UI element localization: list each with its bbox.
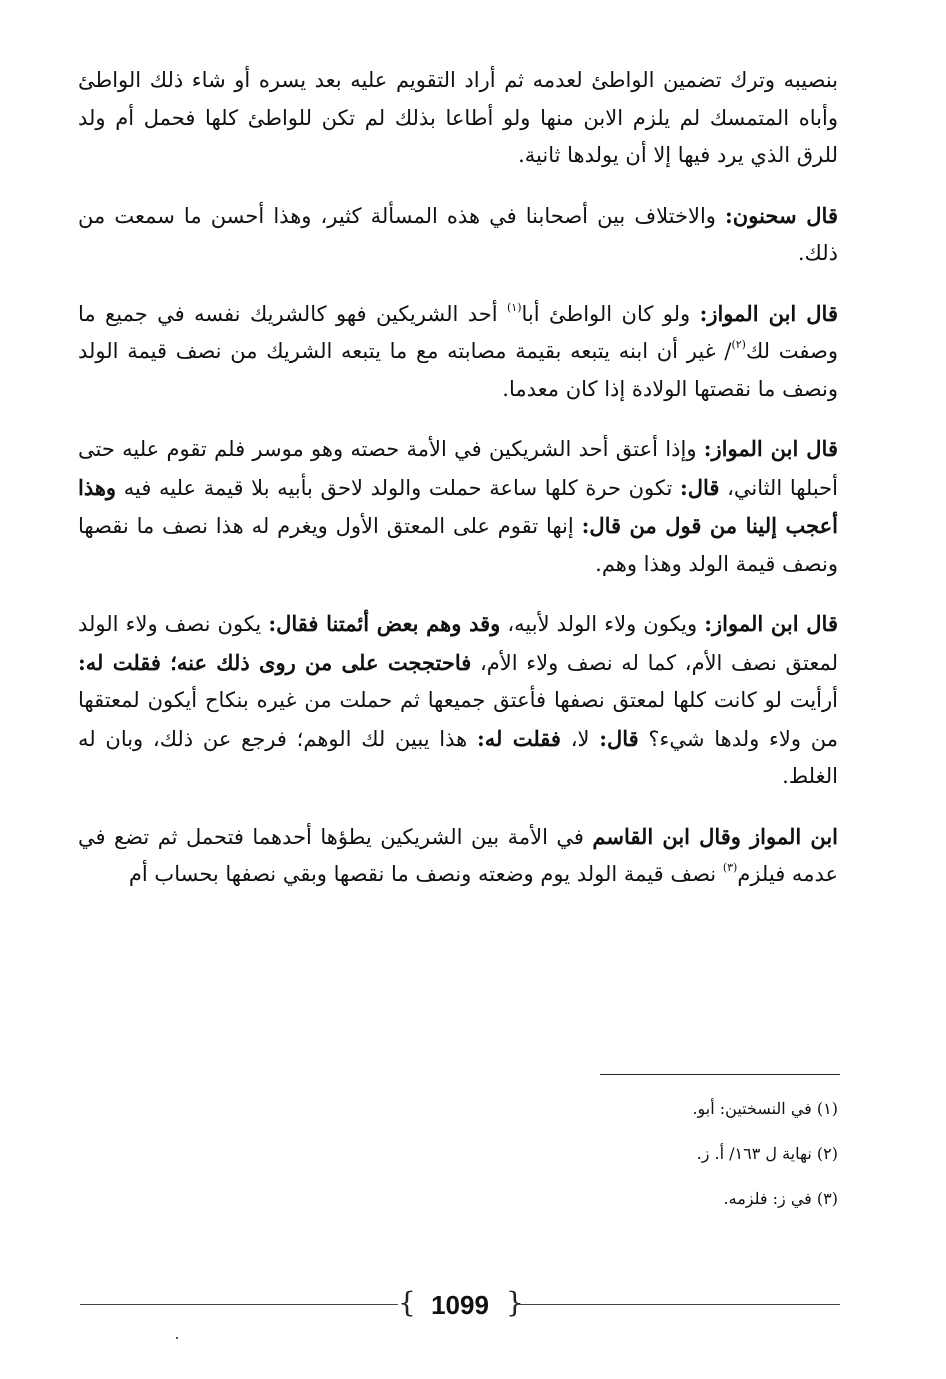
paragraph <box>78 62 838 175</box>
speaker-label: قال سحنون: <box>725 202 838 228</box>
folio-rule-left <box>80 1304 398 1305</box>
text-run: أرأيت لو كانت كلها لمعتق نصفها فأعتق جميعها ثم حملت من غيره بنكاح أيكون لمعتقها من ولاء ولدها شيء؟ <box>78 688 838 751</box>
text-run: يكون نصف ولاء الولد لمعتق نصف الأم، كما له نصف ولاء الأم، <box>78 612 838 675</box>
speaker-label: قال: <box>599 725 639 751</box>
paragraph <box>78 605 838 796</box>
speaker-label: فقلت له: <box>476 725 561 751</box>
text-run: / غير أن ابنه يتبعه بقيمة مصابته مع ما يتبعه الشريك من نصف قيمة الولد ونصف ما نقصتها الولادة إذا كان معدما. <box>78 339 838 401</box>
page-folio <box>80 1283 840 1327</box>
paragraph <box>78 197 838 273</box>
paragraph <box>78 818 838 894</box>
main-text <box>78 62 838 916</box>
text-run: وإذا أعتق أحد الشريكين في الأمة حصته وهو موسر فلم تقوم عليه حتى أحبلها الثاني، <box>78 437 838 500</box>
text-run: ولو كان الواطئ أبا <box>521 301 700 326</box>
folio-rule-right <box>518 1304 840 1305</box>
paragraph <box>78 295 838 409</box>
speaker-label: قال ابن المواز: <box>704 611 838 636</box>
text-run: إنها تقوم على المعتق الأول ويغرم له هذا نصف ما نقصها ونصف قيمة الولد وهذا وهم. <box>78 514 838 576</box>
text-run: أحد الشريكين فهو كالشريك نفسه في جميع ما وصفت لك <box>78 301 838 363</box>
folio-brace-close: } <box>506 1286 524 1319</box>
footnote-1: (١) في النسختين: أبو. <box>692 1099 838 1118</box>
paragraph <box>78 430 838 583</box>
footnotes <box>300 1098 838 1233</box>
speaker-label: قال: <box>679 474 720 500</box>
footnote-divider <box>600 1074 840 1075</box>
scan-speck <box>176 1337 178 1339</box>
folio-brace-open: { <box>398 1286 416 1319</box>
text-run: والاختلاف بين أصحابنا في هذه المسألة كثير، وهذا أحسن ما سمعت من ذلك. <box>78 203 838 265</box>
text-run: لا، <box>560 726 600 751</box>
text-run: بنصيبه وترك تضمين الواطئ لعدمه ثم أراد التقويم عليه بعد يسره أو شاء ذلك الواطئ وأباه المتمسك لم يلزم الابن منها ولو أطاعا بذلك لم تكن للواطئ كلها فحمل أم ولد للرق الذي يرد فيها إلا أن يولدها ثانية. <box>78 68 838 167</box>
footnote-marker: (١) <box>506 300 522 314</box>
footnote-marker: (٣) <box>722 861 738 874</box>
footnote-2: (٢) نهاية ل ١٦٣/ أ. ز. <box>696 1144 838 1163</box>
text-run: هذا يبين لك الوهم؛ فرجع عن ذلك، وبان له الغلط. <box>78 726 838 788</box>
footnote-marker: (٢) <box>731 338 746 351</box>
speaker-label: وهذا أعجب إلينا من قول من قال: <box>78 474 839 538</box>
speaker-label: قال ابن المواز: <box>703 436 838 461</box>
speaker-label: وقد وهم بعض أئمتنا فقال: <box>268 611 501 636</box>
page-number: 1099 <box>431 1290 489 1320</box>
speaker-label: ابن المواز وقال ابن القاسم <box>592 823 838 849</box>
speaker-label: فاحتججت على من روى ذلك عنه؛ فقلت له: <box>78 649 472 675</box>
text-run: نصف قيمة الولد يوم وضعته ونصف ما نقصها وبقي نصفها بحساب أم <box>128 862 723 886</box>
speaker-label: قال ابن المواز: <box>699 300 838 326</box>
text-run: في الأمة بين الشريكين يطؤها أحدهما فتحمل ثم تضع في عدمه فيلزم <box>78 824 838 886</box>
text-run: ويكون ولاء الولد لأبيه، <box>500 612 705 636</box>
text-run: تكون حرة كلها ساعة حملت والولد لاحق بأبيه بلا قيمة عليه فيه <box>116 475 680 500</box>
footnote-3: (٣) في ز: فلزمه. <box>723 1189 838 1208</box>
